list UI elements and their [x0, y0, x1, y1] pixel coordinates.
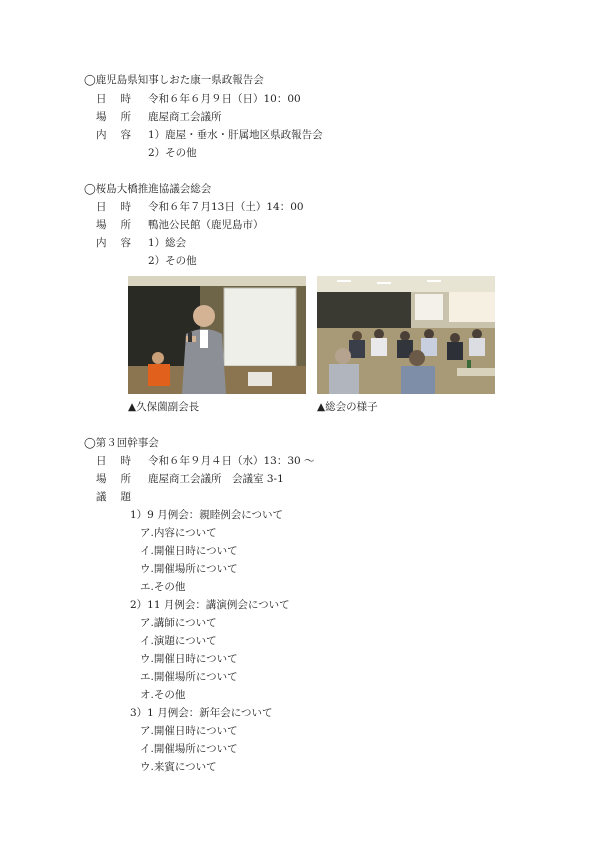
- agenda-sub-item: ウ.開催場所について: [140, 563, 238, 575]
- agenda-sub-item: ウ.開催日時について: [140, 653, 238, 665]
- section-2-place: 鴨池公民館（鹿児島市）: [148, 219, 264, 231]
- agenda-heading: 1）9 月例会：親睦例会について: [130, 509, 283, 521]
- section-2-datetime-label: 日時: [96, 201, 145, 213]
- agenda-sub-item: エ.その他: [140, 581, 186, 593]
- agenda-sub-item: ア.内容について: [140, 527, 217, 539]
- photo-vice-president-image: [128, 276, 306, 394]
- photo-vice-president: [128, 276, 306, 394]
- agenda-sub-item: エ.開催場所について: [140, 671, 238, 683]
- section-1-datetime-label: 日時: [96, 93, 145, 105]
- agenda-sub-item: イ.開催日時について: [140, 545, 238, 557]
- section-2-item: 1）総会: [148, 237, 187, 249]
- section-3-agenda-label: 議題: [96, 491, 145, 503]
- section-3-title: ◯第３回幹事会: [84, 437, 159, 449]
- section-2-place-label: 場所: [96, 219, 145, 231]
- agenda-sub-item: ア.開催日時について: [140, 725, 238, 737]
- section-1-datetime: 令和６年６月９日（日）10：00: [148, 93, 301, 105]
- section-1-content-label: 内容: [96, 129, 145, 141]
- section-1-title: ◯鹿児島県知事しおた康一県政報告会: [84, 74, 264, 86]
- section-2-item: 2）その他: [148, 255, 197, 267]
- section-2-content-label: 内容: [96, 237, 145, 249]
- section-3-datetime: 令和６年９月４日（水）13：30 ～: [148, 455, 315, 467]
- section-3-place: 鹿屋商工会議所 会議室 3-1: [148, 473, 284, 485]
- section-1-place: 鹿屋商工会議所: [148, 111, 222, 123]
- section-3-place-label: 場所: [96, 473, 145, 485]
- section-1-item: 2）その他: [148, 147, 197, 159]
- agenda-sub-item: イ.開催場所について: [140, 743, 238, 755]
- agenda-sub-item: ア.講師について: [140, 617, 217, 629]
- section-2-title: ◯桜島大橋推進協議会総会: [84, 183, 212, 195]
- agenda-sub-item: オ.その他: [140, 689, 186, 701]
- agenda-heading: 2）11 月例会：講演例会について: [130, 599, 290, 611]
- agenda-sub-item: イ.演題について: [140, 635, 217, 647]
- agenda-heading: 3）1 月例会：新年会について: [130, 707, 273, 719]
- section-1-place-label: 場所: [96, 111, 145, 123]
- photo-vice-president-caption: ▲久保薗副会長: [128, 401, 200, 413]
- section-1-item: 1）鹿屋・垂水・肝属地区県政報告会: [148, 129, 323, 141]
- section-2-datetime: 令和６年７月13日（土）14：00: [148, 201, 304, 213]
- photo-general-meeting-caption: ▲総会の様子: [317, 401, 378, 413]
- photo-general-meeting-image: [317, 276, 495, 394]
- agenda-sub-item: ウ.来賓について: [140, 761, 217, 773]
- section-3-datetime-label: 日時: [96, 455, 145, 467]
- photo-general-meeting: [317, 276, 495, 394]
